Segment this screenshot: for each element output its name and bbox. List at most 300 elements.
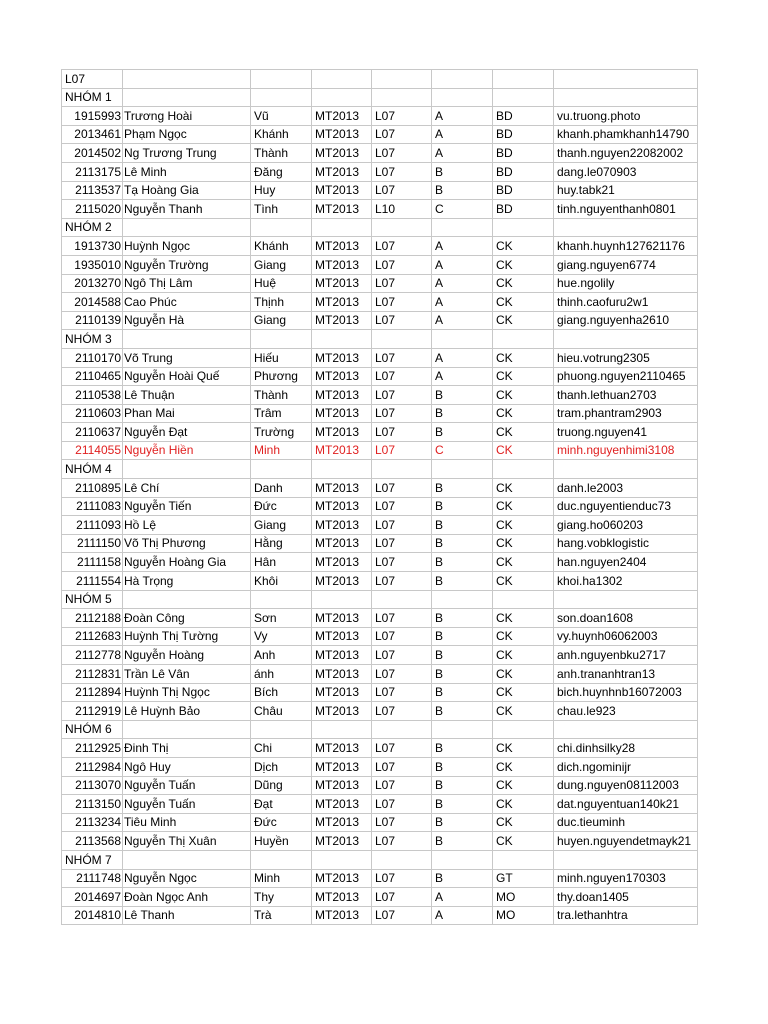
empty-cell[interactable] xyxy=(372,850,432,869)
last-middle-name-cell[interactable]: Nguyễn Tuấn xyxy=(123,776,251,795)
group-label[interactable]: NHÓM 4 xyxy=(62,460,123,479)
first-name-cell[interactable]: Chi xyxy=(251,739,312,758)
course-code-cell[interactable]: MT2013 xyxy=(312,665,372,684)
empty-cell[interactable] xyxy=(554,88,698,107)
subgroup-cell[interactable]: C xyxy=(432,441,493,460)
course-code-cell[interactable]: MT2013 xyxy=(312,813,372,832)
course-code-cell[interactable]: MT2013 xyxy=(312,627,372,646)
subgroup-cell[interactable]: B xyxy=(432,739,493,758)
course-code-cell[interactable]: MT2013 xyxy=(312,200,372,219)
class-code-cell[interactable]: L07 xyxy=(372,906,432,925)
empty-cell[interactable] xyxy=(432,590,493,609)
subgroup-cell[interactable]: B xyxy=(432,702,493,721)
class-code-cell[interactable]: L07 xyxy=(372,348,432,367)
first-name-cell[interactable]: Đạt xyxy=(251,795,312,814)
subgroup-cell[interactable]: B xyxy=(432,757,493,776)
student-id-cell[interactable]: 2014697 xyxy=(62,888,123,907)
class-code-cell[interactable]: L07 xyxy=(372,423,432,442)
major-code-cell[interactable]: CK xyxy=(493,255,554,274)
major-code-cell[interactable]: CK xyxy=(493,311,554,330)
first-name-cell[interactable]: Khánh xyxy=(251,125,312,144)
class-code-cell[interactable]: L07 xyxy=(372,572,432,591)
course-code-cell[interactable]: MT2013 xyxy=(312,832,372,851)
major-code-cell[interactable]: CK xyxy=(493,497,554,516)
course-code-cell[interactable]: MT2013 xyxy=(312,906,372,925)
student-id-cell[interactable]: 2112683 xyxy=(62,627,123,646)
last-middle-name-cell[interactable]: Nguyễn Hoài Quế xyxy=(123,367,251,386)
empty-cell[interactable] xyxy=(554,70,698,89)
empty-cell[interactable] xyxy=(123,720,251,739)
major-code-cell[interactable]: CK xyxy=(493,274,554,293)
major-code-cell[interactable]: BD xyxy=(493,200,554,219)
class-code-cell[interactable]: L07 xyxy=(372,441,432,460)
first-name-cell[interactable]: Khánh xyxy=(251,237,312,256)
major-code-cell[interactable]: CK xyxy=(493,776,554,795)
last-middle-name-cell[interactable]: Nguyễn Hoàng xyxy=(123,646,251,665)
last-middle-name-cell[interactable]: Cao Phúc xyxy=(123,293,251,312)
last-middle-name-cell[interactable]: Lê Huỳnh Bảo xyxy=(123,702,251,721)
email-handle-cell[interactable]: giang.ho060203 xyxy=(554,516,698,535)
last-middle-name-cell[interactable]: Huỳnh Thị Tường xyxy=(123,627,251,646)
empty-cell[interactable] xyxy=(251,460,312,479)
student-id-cell[interactable]: 2111554 xyxy=(62,572,123,591)
empty-cell[interactable] xyxy=(123,70,251,89)
first-name-cell[interactable]: Thành xyxy=(251,144,312,163)
subgroup-cell[interactable]: B xyxy=(432,516,493,535)
major-code-cell[interactable]: CK xyxy=(493,293,554,312)
subgroup-cell[interactable]: B xyxy=(432,553,493,572)
class-code-cell[interactable]: L07 xyxy=(372,293,432,312)
first-name-cell[interactable]: Đức xyxy=(251,813,312,832)
last-middle-name-cell[interactable]: Đoàn Công xyxy=(123,609,251,628)
student-id-cell[interactable]: 2113537 xyxy=(62,181,123,200)
class-code-cell[interactable]: L07 xyxy=(372,609,432,628)
major-code-cell[interactable]: BD xyxy=(493,125,554,144)
major-code-cell[interactable]: CK xyxy=(493,832,554,851)
class-code-cell[interactable]: L07 xyxy=(372,181,432,200)
last-middle-name-cell[interactable]: Nguyễn Tiến xyxy=(123,497,251,516)
email-handle-cell[interactable]: huyen.nguyendetmayk21 xyxy=(554,832,698,851)
empty-cell[interactable] xyxy=(251,88,312,107)
major-code-cell[interactable]: CK xyxy=(493,441,554,460)
first-name-cell[interactable]: Huệ xyxy=(251,274,312,293)
title-cell[interactable]: L07 xyxy=(62,70,123,89)
course-code-cell[interactable]: MT2013 xyxy=(312,107,372,126)
empty-cell[interactable] xyxy=(372,720,432,739)
empty-cell[interactable] xyxy=(372,330,432,349)
last-middle-name-cell[interactable]: Hà Trọng xyxy=(123,572,251,591)
course-code-cell[interactable]: MT2013 xyxy=(312,553,372,572)
first-name-cell[interactable]: Hiếu xyxy=(251,348,312,367)
subgroup-cell[interactable]: B xyxy=(432,404,493,423)
email-handle-cell[interactable]: khoi.ha1302 xyxy=(554,572,698,591)
email-handle-cell[interactable]: vy.huynh06062003 xyxy=(554,627,698,646)
major-code-cell[interactable]: CK xyxy=(493,627,554,646)
course-code-cell[interactable]: MT2013 xyxy=(312,311,372,330)
class-code-cell[interactable]: L07 xyxy=(372,144,432,163)
class-code-cell[interactable]: L07 xyxy=(372,255,432,274)
major-code-cell[interactable]: CK xyxy=(493,367,554,386)
last-middle-name-cell[interactable]: Tạ Hoàng Gia xyxy=(123,181,251,200)
last-middle-name-cell[interactable]: Phan Mai xyxy=(123,404,251,423)
subgroup-cell[interactable]: B xyxy=(432,776,493,795)
first-name-cell[interactable]: Thy xyxy=(251,888,312,907)
course-code-cell[interactable]: MT2013 xyxy=(312,683,372,702)
class-code-cell[interactable]: L07 xyxy=(372,888,432,907)
class-code-cell[interactable]: L10 xyxy=(372,200,432,219)
last-middle-name-cell[interactable]: Đinh Thị xyxy=(123,739,251,758)
course-code-cell[interactable]: MT2013 xyxy=(312,572,372,591)
student-id-cell[interactable]: 2111158 xyxy=(62,553,123,572)
email-handle-cell[interactable]: tram.phantram2903 xyxy=(554,404,698,423)
class-code-cell[interactable]: L07 xyxy=(372,553,432,572)
empty-cell[interactable] xyxy=(123,330,251,349)
first-name-cell[interactable]: Huyền xyxy=(251,832,312,851)
first-name-cell[interactable]: Huy xyxy=(251,181,312,200)
class-code-cell[interactable]: L07 xyxy=(372,739,432,758)
subgroup-cell[interactable]: B xyxy=(432,869,493,888)
last-middle-name-cell[interactable]: Đoàn Ngọc Anh xyxy=(123,888,251,907)
last-middle-name-cell[interactable]: Tiêu Minh xyxy=(123,813,251,832)
major-code-cell[interactable]: CK xyxy=(493,534,554,553)
class-code-cell[interactable]: L07 xyxy=(372,757,432,776)
class-code-cell[interactable]: L07 xyxy=(372,162,432,181)
course-code-cell[interactable]: MT2013 xyxy=(312,888,372,907)
class-code-cell[interactable]: L07 xyxy=(372,627,432,646)
last-middle-name-cell[interactable]: Võ Thị Phương xyxy=(123,534,251,553)
major-code-cell[interactable]: GT xyxy=(493,869,554,888)
major-code-cell[interactable]: CK xyxy=(493,386,554,405)
subgroup-cell[interactable]: A xyxy=(432,255,493,274)
email-handle-cell[interactable]: vu.truong.photo xyxy=(554,107,698,126)
empty-cell[interactable] xyxy=(432,218,493,237)
major-code-cell[interactable]: CK xyxy=(493,516,554,535)
email-handle-cell[interactable]: thanh.lethuan2703 xyxy=(554,386,698,405)
group-label[interactable]: NHÓM 7 xyxy=(62,850,123,869)
first-name-cell[interactable]: Thịnh xyxy=(251,293,312,312)
first-name-cell[interactable]: Bích xyxy=(251,683,312,702)
major-code-cell[interactable]: CK xyxy=(493,702,554,721)
course-code-cell[interactable]: MT2013 xyxy=(312,367,372,386)
subgroup-cell[interactable]: B xyxy=(432,572,493,591)
student-id-cell[interactable]: 2112831 xyxy=(62,665,123,684)
email-handle-cell[interactable]: danh.le2003 xyxy=(554,479,698,498)
email-handle-cell[interactable]: son.doan1608 xyxy=(554,609,698,628)
first-name-cell[interactable]: Giang xyxy=(251,516,312,535)
first-name-cell[interactable]: Châu xyxy=(251,702,312,721)
empty-cell[interactable] xyxy=(554,460,698,479)
subgroup-cell[interactable]: B xyxy=(432,795,493,814)
subgroup-cell[interactable]: B xyxy=(432,683,493,702)
major-code-cell[interactable]: CK xyxy=(493,348,554,367)
email-handle-cell[interactable]: thanh.nguyen22082002 xyxy=(554,144,698,163)
subgroup-cell[interactable]: A xyxy=(432,107,493,126)
empty-cell[interactable] xyxy=(372,460,432,479)
empty-cell[interactable] xyxy=(372,590,432,609)
first-name-cell[interactable]: Minh xyxy=(251,869,312,888)
major-code-cell[interactable]: CK xyxy=(493,553,554,572)
course-code-cell[interactable]: MT2013 xyxy=(312,776,372,795)
last-middle-name-cell[interactable]: Ng Trương Trung xyxy=(123,144,251,163)
major-code-cell[interactable]: BD xyxy=(493,162,554,181)
email-handle-cell[interactable]: anh.nguyenbku2717 xyxy=(554,646,698,665)
course-code-cell[interactable]: MT2013 xyxy=(312,423,372,442)
empty-cell[interactable] xyxy=(493,720,554,739)
subgroup-cell[interactable]: B xyxy=(432,627,493,646)
last-middle-name-cell[interactable]: Nguyễn Tuấn xyxy=(123,795,251,814)
email-handle-cell[interactable]: dang.le070903 xyxy=(554,162,698,181)
first-name-cell[interactable]: Phương xyxy=(251,367,312,386)
student-id-cell[interactable]: 2112919 xyxy=(62,702,123,721)
last-middle-name-cell[interactable]: Ngô Thị Lâm xyxy=(123,274,251,293)
last-middle-name-cell[interactable]: Nguyễn Thanh xyxy=(123,200,251,219)
major-code-cell[interactable]: CK xyxy=(493,795,554,814)
last-middle-name-cell[interactable]: Nguyễn Hoàng Gia xyxy=(123,553,251,572)
last-middle-name-cell[interactable]: Phạm Ngọc xyxy=(123,125,251,144)
student-id-cell[interactable]: 2110465 xyxy=(62,367,123,386)
last-middle-name-cell[interactable]: Lê Chí xyxy=(123,479,251,498)
email-handle-cell[interactable]: bich.huynhnb16072003 xyxy=(554,683,698,702)
subgroup-cell[interactable]: A xyxy=(432,144,493,163)
student-id-cell[interactable]: 2110170 xyxy=(62,348,123,367)
student-id-cell[interactable]: 2113150 xyxy=(62,795,123,814)
student-id-cell[interactable]: 2111093 xyxy=(62,516,123,535)
last-middle-name-cell[interactable]: Trần Lê Vân xyxy=(123,665,251,684)
class-code-cell[interactable]: L07 xyxy=(372,683,432,702)
course-code-cell[interactable]: MT2013 xyxy=(312,162,372,181)
first-name-cell[interactable]: Đức xyxy=(251,497,312,516)
major-code-cell[interactable]: MO xyxy=(493,906,554,925)
class-code-cell[interactable]: L07 xyxy=(372,646,432,665)
first-name-cell[interactable]: Vũ xyxy=(251,107,312,126)
course-code-cell[interactable]: MT2013 xyxy=(312,237,372,256)
course-code-cell[interactable]: MT2013 xyxy=(312,795,372,814)
course-code-cell[interactable]: MT2013 xyxy=(312,702,372,721)
first-name-cell[interactable]: Anh xyxy=(251,646,312,665)
class-code-cell[interactable]: L07 xyxy=(372,107,432,126)
last-middle-name-cell[interactable]: Nguyễn Đạt xyxy=(123,423,251,442)
major-code-cell[interactable]: BD xyxy=(493,107,554,126)
class-code-cell[interactable]: L07 xyxy=(372,479,432,498)
email-handle-cell[interactable]: chau.le923 xyxy=(554,702,698,721)
major-code-cell[interactable]: BD xyxy=(493,144,554,163)
course-code-cell[interactable]: MT2013 xyxy=(312,386,372,405)
empty-cell[interactable] xyxy=(493,70,554,89)
student-id-cell[interactable]: 2013461 xyxy=(62,125,123,144)
class-code-cell[interactable]: L07 xyxy=(372,237,432,256)
first-name-cell[interactable]: Tình xyxy=(251,200,312,219)
last-middle-name-cell[interactable]: Nguyễn Ngọc xyxy=(123,869,251,888)
student-id-cell[interactable]: 2113568 xyxy=(62,832,123,851)
subgroup-cell[interactable]: B xyxy=(432,832,493,851)
first-name-cell[interactable]: Trường xyxy=(251,423,312,442)
email-handle-cell[interactable]: hue.ngolily xyxy=(554,274,698,293)
empty-cell[interactable] xyxy=(123,590,251,609)
class-code-cell[interactable]: L07 xyxy=(372,497,432,516)
email-handle-cell[interactable]: chi.dinhsilky28 xyxy=(554,739,698,758)
last-middle-name-cell[interactable]: Trương Hoài xyxy=(123,107,251,126)
empty-cell[interactable] xyxy=(123,850,251,869)
course-code-cell[interactable]: MT2013 xyxy=(312,646,372,665)
empty-cell[interactable] xyxy=(493,460,554,479)
empty-cell[interactable] xyxy=(123,88,251,107)
class-code-cell[interactable]: L07 xyxy=(372,311,432,330)
empty-cell[interactable] xyxy=(432,460,493,479)
major-code-cell[interactable]: CK xyxy=(493,739,554,758)
course-code-cell[interactable]: MT2013 xyxy=(312,125,372,144)
first-name-cell[interactable]: Dũng xyxy=(251,776,312,795)
class-code-cell[interactable]: L07 xyxy=(372,702,432,721)
first-name-cell[interactable]: Danh xyxy=(251,479,312,498)
empty-cell[interactable] xyxy=(432,70,493,89)
last-middle-name-cell[interactable]: Võ Trung xyxy=(123,348,251,367)
course-code-cell[interactable]: MT2013 xyxy=(312,739,372,758)
student-id-cell[interactable]: 2110139 xyxy=(62,311,123,330)
course-code-cell[interactable]: MT2013 xyxy=(312,404,372,423)
student-id-cell[interactable]: 2014502 xyxy=(62,144,123,163)
course-code-cell[interactable]: MT2013 xyxy=(312,479,372,498)
email-handle-cell[interactable]: dich.ngominijr xyxy=(554,757,698,776)
empty-cell[interactable] xyxy=(493,590,554,609)
subgroup-cell[interactable]: B xyxy=(432,479,493,498)
subgroup-cell[interactable]: A xyxy=(432,348,493,367)
email-handle-cell[interactable]: tra.lethanhtra xyxy=(554,906,698,925)
empty-cell[interactable] xyxy=(554,720,698,739)
email-handle-cell[interactable]: dung.nguyen08112003 xyxy=(554,776,698,795)
student-id-cell[interactable]: 2112925 xyxy=(62,739,123,758)
student-id-cell[interactable]: 2112188 xyxy=(62,609,123,628)
email-handle-cell[interactable]: huy.tabk21 xyxy=(554,181,698,200)
subgroup-cell[interactable]: A xyxy=(432,367,493,386)
empty-cell[interactable] xyxy=(432,850,493,869)
empty-cell[interactable] xyxy=(312,460,372,479)
student-id-cell[interactable]: 2114055 xyxy=(62,441,123,460)
empty-cell[interactable] xyxy=(312,330,372,349)
first-name-cell[interactable]: Dịch xyxy=(251,757,312,776)
class-code-cell[interactable]: L07 xyxy=(372,516,432,535)
first-name-cell[interactable]: Giang xyxy=(251,255,312,274)
class-code-cell[interactable]: L07 xyxy=(372,125,432,144)
course-code-cell[interactable]: MT2013 xyxy=(312,293,372,312)
subgroup-cell[interactable]: A xyxy=(432,237,493,256)
empty-cell[interactable] xyxy=(251,70,312,89)
email-handle-cell[interactable]: duc.nguyentienduc73 xyxy=(554,497,698,516)
class-code-cell[interactable]: L07 xyxy=(372,813,432,832)
student-id-cell[interactable]: 2110603 xyxy=(62,404,123,423)
email-handle-cell[interactable]: truong.nguyen41 xyxy=(554,423,698,442)
subgroup-cell[interactable]: B xyxy=(432,646,493,665)
empty-cell[interactable] xyxy=(312,590,372,609)
class-code-cell[interactable]: L07 xyxy=(372,869,432,888)
subgroup-cell[interactable]: A xyxy=(432,906,493,925)
course-code-cell[interactable]: MT2013 xyxy=(312,516,372,535)
empty-cell[interactable] xyxy=(312,850,372,869)
course-code-cell[interactable]: MT2013 xyxy=(312,255,372,274)
group-label[interactable]: NHÓM 1 xyxy=(62,88,123,107)
first-name-cell[interactable]: Giang xyxy=(251,311,312,330)
major-code-cell[interactable]: CK xyxy=(493,237,554,256)
email-handle-cell[interactable]: khanh.phamkhanh14790 xyxy=(554,125,698,144)
subgroup-cell[interactable]: A xyxy=(432,311,493,330)
course-code-cell[interactable]: MT2013 xyxy=(312,534,372,553)
email-handle-cell[interactable]: phuong.nguyen2110465 xyxy=(554,367,698,386)
empty-cell[interactable] xyxy=(554,590,698,609)
course-code-cell[interactable]: MT2013 xyxy=(312,181,372,200)
last-middle-name-cell[interactable]: Huỳnh Ngọc xyxy=(123,237,251,256)
empty-cell[interactable] xyxy=(493,218,554,237)
last-middle-name-cell[interactable]: Huỳnh Thị Ngọc xyxy=(123,683,251,702)
student-id-cell[interactable]: 2113070 xyxy=(62,776,123,795)
empty-cell[interactable] xyxy=(432,720,493,739)
subgroup-cell[interactable]: B xyxy=(432,534,493,553)
email-handle-cell[interactable]: hang.vobklogistic xyxy=(554,534,698,553)
email-handle-cell[interactable]: giang.nguyen6774 xyxy=(554,255,698,274)
student-id-cell[interactable]: 2115020 xyxy=(62,200,123,219)
class-code-cell[interactable]: L07 xyxy=(372,665,432,684)
subgroup-cell[interactable]: B xyxy=(432,497,493,516)
student-id-cell[interactable]: 2013270 xyxy=(62,274,123,293)
first-name-cell[interactable]: Trà xyxy=(251,906,312,925)
empty-cell[interactable] xyxy=(493,850,554,869)
major-code-cell[interactable]: CK xyxy=(493,757,554,776)
empty-cell[interactable] xyxy=(312,70,372,89)
subgroup-cell[interactable]: B xyxy=(432,423,493,442)
last-middle-name-cell[interactable]: Nguyễn Hà xyxy=(123,311,251,330)
major-code-cell[interactable]: BD xyxy=(493,181,554,200)
student-id-cell[interactable]: 1913730 xyxy=(62,237,123,256)
first-name-cell[interactable]: Sơn xyxy=(251,609,312,628)
empty-cell[interactable] xyxy=(251,218,312,237)
first-name-cell[interactable]: Hằng xyxy=(251,534,312,553)
empty-cell[interactable] xyxy=(372,70,432,89)
course-code-cell[interactable]: MT2013 xyxy=(312,497,372,516)
empty-cell[interactable] xyxy=(251,330,312,349)
major-code-cell[interactable]: CK xyxy=(493,479,554,498)
subgroup-cell[interactable]: B xyxy=(432,813,493,832)
last-middle-name-cell[interactable]: Lê Thanh xyxy=(123,906,251,925)
subgroup-cell[interactable]: B xyxy=(432,665,493,684)
class-code-cell[interactable]: L07 xyxy=(372,534,432,553)
major-code-cell[interactable]: CK xyxy=(493,404,554,423)
student-id-cell[interactable]: 2112894 xyxy=(62,683,123,702)
empty-cell[interactable] xyxy=(493,88,554,107)
empty-cell[interactable] xyxy=(251,720,312,739)
course-code-cell[interactable]: MT2013 xyxy=(312,274,372,293)
subgroup-cell[interactable]: B xyxy=(432,386,493,405)
subgroup-cell[interactable]: A xyxy=(432,274,493,293)
empty-cell[interactable] xyxy=(554,850,698,869)
student-id-cell[interactable]: 2014810 xyxy=(62,906,123,925)
major-code-cell[interactable]: CK xyxy=(493,609,554,628)
empty-cell[interactable] xyxy=(251,850,312,869)
last-middle-name-cell[interactable]: Lê Thuận xyxy=(123,386,251,405)
email-handle-cell[interactable]: anh.trananhtran13 xyxy=(554,665,698,684)
email-handle-cell[interactable]: hieu.votrung2305 xyxy=(554,348,698,367)
subgroup-cell[interactable]: A xyxy=(432,293,493,312)
subgroup-cell[interactable]: B xyxy=(432,609,493,628)
empty-cell[interactable] xyxy=(312,88,372,107)
major-code-cell[interactable]: CK xyxy=(493,646,554,665)
class-code-cell[interactable]: L07 xyxy=(372,367,432,386)
email-handle-cell[interactable]: han.nguyen2404 xyxy=(554,553,698,572)
subgroup-cell[interactable]: B xyxy=(432,181,493,200)
subgroup-cell[interactable]: C xyxy=(432,200,493,219)
course-code-cell[interactable]: MT2013 xyxy=(312,757,372,776)
empty-cell[interactable] xyxy=(312,218,372,237)
first-name-cell[interactable]: Khôi xyxy=(251,572,312,591)
course-code-cell[interactable]: MT2013 xyxy=(312,869,372,888)
student-id-cell[interactable]: 2113175 xyxy=(62,162,123,181)
